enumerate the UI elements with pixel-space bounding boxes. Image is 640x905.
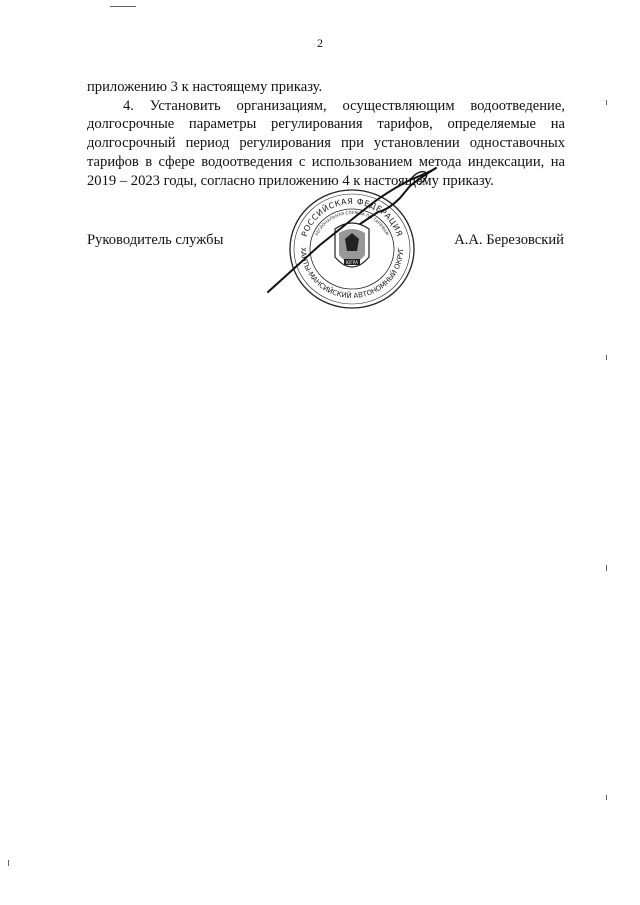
signatory-name: А.А. Березовский xyxy=(454,232,564,248)
scan-artifact xyxy=(110,6,136,7)
page-number: 2 xyxy=(317,36,323,50)
continuation-line: приложению 3 к настоящему приказу. xyxy=(87,79,323,95)
scan-artifact xyxy=(606,565,607,571)
seal-bottom-text: ХАНТЫ-МАНСИЙСКИЙ АВТОНОМНЫЙ ОКРУГ xyxy=(298,247,406,301)
scan-artifact xyxy=(8,860,9,866)
paragraph-item-4: 4. Установить организациям, осуществляющим водоотведение, долгосрочные параметры регулирования тарифов, определяемые на долгосрочный период регулирования при установлении одноставочных тарифов в сфере водоотведения с использованием метода индексации, на 2019 – 2023 годы, согласно приложению 4 к настоящему приказу. xyxy=(87,97,565,189)
handwritten-signature xyxy=(260,150,470,300)
signatory-position: Руководитель службы xyxy=(87,232,224,248)
scan-artifact xyxy=(606,100,607,105)
seal-inner-text: РЕГИОНАЛЬНАЯ СЛУЖБА ПО ТАРИФАМ xyxy=(314,209,390,237)
scan-artifact xyxy=(606,355,607,360)
seal-top-text: РОССИЙСКАЯ ФЕДЕРАЦИЯ xyxy=(299,196,405,238)
seal-emblem-text: ЮГРА xyxy=(346,260,358,265)
scan-artifact xyxy=(606,795,607,800)
